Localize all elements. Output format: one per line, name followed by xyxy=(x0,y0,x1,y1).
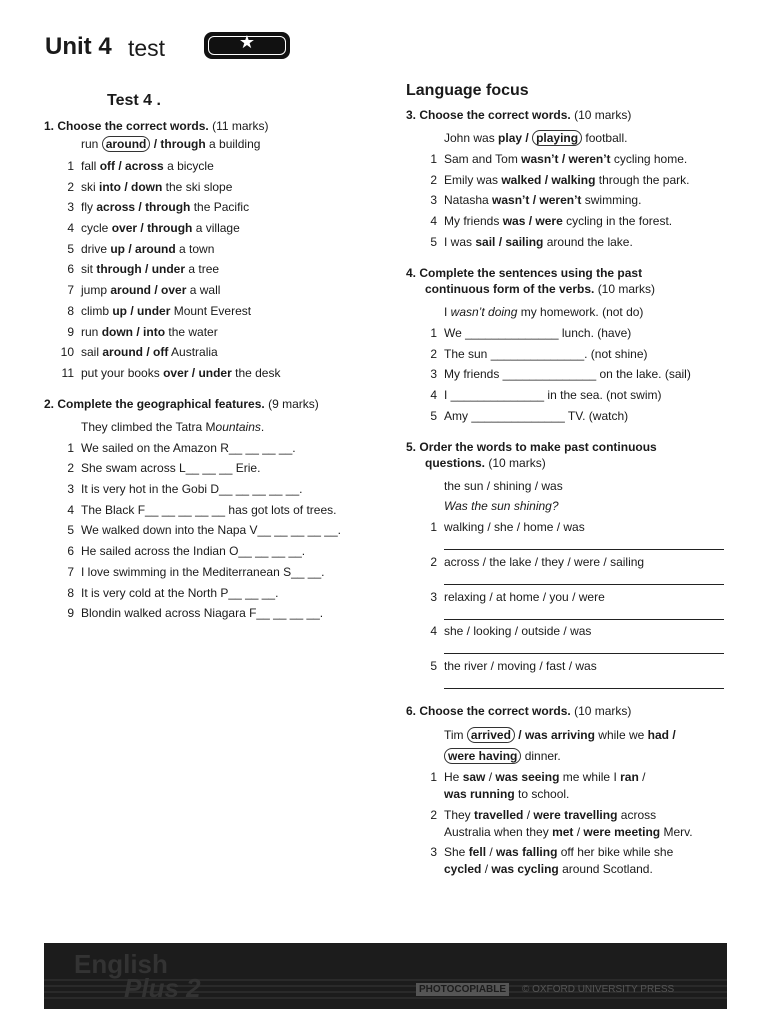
text-run: a building xyxy=(205,137,261,151)
option-b: across xyxy=(125,159,164,173)
text-run: was seeing xyxy=(495,770,560,784)
choice-item: climb up / under Mount Everest xyxy=(81,304,252,318)
text-run: put your books xyxy=(81,366,164,380)
option-b: under xyxy=(137,304,171,318)
text-run: / xyxy=(638,770,646,784)
option-a: off xyxy=(99,159,116,173)
answer-line xyxy=(444,584,724,585)
text-run: a village xyxy=(192,221,240,235)
item-number: 5 xyxy=(67,242,74,256)
tense-choice-line xyxy=(444,770,645,785)
section-2-example xyxy=(81,420,264,435)
section-5-example-prompt: the sun / shining / was xyxy=(444,479,563,493)
gap-fill-item: We walked down into the Napa V__ __ __ __ __. xyxy=(81,523,341,537)
item-number: 1 xyxy=(430,326,437,340)
footer-logo-plus: Plus 2 xyxy=(124,973,201,1003)
option-b: weren’t xyxy=(539,193,582,207)
item-number: 5 xyxy=(430,659,437,673)
option-b: sailing xyxy=(505,235,544,249)
gap-fill-item: I love swimming in the Mediterranean S__ __. xyxy=(81,565,325,579)
text-run: was falling xyxy=(496,845,558,859)
word-order-item: she / looking / outside / was xyxy=(444,624,592,638)
section-6-example-line2 xyxy=(444,749,561,764)
item-number: 8 xyxy=(67,304,74,318)
item-number: 2 xyxy=(430,347,437,361)
text-run: He xyxy=(444,770,463,784)
choice-item: sail around / off Australia xyxy=(81,345,218,359)
choice-item: My friends was / were cycling in the forest. xyxy=(444,214,673,228)
text-run: a wall xyxy=(186,283,221,297)
text-run: met xyxy=(552,825,574,839)
verb-gap-item: Amy ______________ TV. (watch) xyxy=(444,409,629,423)
gap-fill-item: We sailed on the Amazon R__ __ __ __. xyxy=(81,441,296,455)
section-title: Complete the geographical features. xyxy=(57,397,265,411)
text-run: was arriving xyxy=(524,728,595,742)
text-run: to school. xyxy=(514,787,570,801)
option-b: under xyxy=(198,366,232,380)
text-run: Australia when they xyxy=(444,825,553,839)
text-run: I was xyxy=(444,235,476,249)
choice-item: put your books over / under the desk xyxy=(81,366,281,380)
circled-answer: were having xyxy=(444,748,521,764)
choice-item: drive up / around a town xyxy=(81,242,215,256)
text-run: through the park. xyxy=(595,173,690,187)
tense-choice-line xyxy=(444,787,569,802)
item-number: 4 xyxy=(430,624,437,638)
section-3-heading xyxy=(406,108,631,123)
text-run: were travelling xyxy=(533,808,618,822)
gap-fill-item: She swam across L__ __ __ Erie. xyxy=(81,461,261,475)
section-3-example xyxy=(444,131,627,146)
option-b: through xyxy=(147,221,193,235)
item-number: 6 xyxy=(67,544,74,558)
word-order-item: across / the lake / they / were / sailing xyxy=(444,555,645,569)
section-2-heading xyxy=(44,397,319,412)
tense-choice-line xyxy=(444,845,673,860)
choice-item: fly across / through the Pacific xyxy=(81,200,250,214)
text-run: They climbed the Tatra M xyxy=(81,420,216,434)
gap-fill-item: He sailed across the Indian O__ __ __ __. xyxy=(81,544,306,558)
item-number: 2 xyxy=(430,173,437,187)
section-marks: (10 marks) xyxy=(597,282,656,296)
choice-item: cycle over / through a village xyxy=(81,221,240,235)
verb-gap-item: My friends ______________ on the lake. (sail) xyxy=(444,367,691,381)
section-6-heading xyxy=(406,704,631,719)
text-run: / xyxy=(522,131,533,145)
item-number: 2 xyxy=(67,180,74,194)
text-run: was running xyxy=(444,787,515,801)
option-b: down xyxy=(131,180,163,194)
text-run: through xyxy=(160,137,206,151)
section-title: Order the words to make past continuous xyxy=(419,440,657,454)
option-a: around xyxy=(110,283,152,297)
section-number: 3. xyxy=(406,108,417,122)
test-heading: Test 4 . xyxy=(107,92,161,109)
language-focus-heading: Language focus xyxy=(406,82,529,99)
item-number: 1 xyxy=(67,441,74,455)
text-run: My friends xyxy=(444,214,503,228)
answer-line xyxy=(444,549,724,550)
option-a: around xyxy=(102,345,144,359)
section-marks: (9 marks) xyxy=(268,397,319,411)
text-run: swimming. xyxy=(581,193,642,207)
section-5-heading xyxy=(406,440,657,455)
footer-banner xyxy=(44,943,727,1009)
answer-line xyxy=(444,653,724,654)
section-number: 6. xyxy=(406,704,417,718)
item-number: 1 xyxy=(430,770,437,784)
text-run: / xyxy=(669,728,676,742)
section-6-example-line1 xyxy=(444,728,676,743)
text-run: football. xyxy=(582,131,628,145)
section-4-example xyxy=(444,305,643,320)
item-number: 4 xyxy=(67,503,74,517)
text-run: run xyxy=(81,137,102,151)
tense-choice-line xyxy=(444,825,693,840)
text-run: fly xyxy=(81,200,97,214)
text-run: She xyxy=(444,845,469,859)
text-run: a tree xyxy=(185,262,220,276)
text-run: while we xyxy=(594,728,648,742)
item-number: 3 xyxy=(67,200,74,214)
text-run: play xyxy=(498,131,523,145)
text-run: across xyxy=(617,808,657,822)
item-number: 10 xyxy=(60,345,74,359)
text-run: the ski slope xyxy=(162,180,233,194)
item-number: 3 xyxy=(430,845,437,859)
section-4-heading-line2 xyxy=(425,282,655,297)
item-number: 8 xyxy=(67,586,74,600)
item-number: 4 xyxy=(67,221,74,235)
footer-logo-english: English xyxy=(74,949,168,979)
option-a: into xyxy=(99,180,121,194)
option-a: up xyxy=(110,242,126,256)
text-run: I xyxy=(444,305,451,319)
item-number: 9 xyxy=(67,606,74,620)
text-run: me while I xyxy=(559,770,621,784)
text-run: a town xyxy=(175,242,215,256)
choice-item: I was sail / sailing around the lake. xyxy=(444,235,633,249)
item-number: 6 xyxy=(67,262,74,276)
option-b: off xyxy=(153,345,169,359)
publisher-label: © OXFORD UNIVERSITY PRESS xyxy=(522,984,675,995)
text-run: / xyxy=(573,825,584,839)
text-run: Emily was xyxy=(444,173,502,187)
choice-item: jump around / over a wall xyxy=(81,283,221,297)
text-run: Mount Everest xyxy=(170,304,252,318)
option-a: over xyxy=(111,221,138,235)
text-run: cycle xyxy=(81,221,112,235)
option-b: around xyxy=(135,242,176,256)
answer-line xyxy=(444,619,724,620)
option-a: across xyxy=(96,200,136,214)
option-a: wasn’t xyxy=(521,152,559,166)
section-title: Complete the sentences using the past xyxy=(419,266,643,280)
section-number: 1. xyxy=(44,119,55,133)
circled-answer: around xyxy=(102,136,151,152)
item-number: 4 xyxy=(430,214,437,228)
text-run: cycling in the forest. xyxy=(562,214,673,228)
text-run: Merv. xyxy=(660,825,693,839)
item-number: 4 xyxy=(430,388,437,402)
word-order-item: walking / she / home / was xyxy=(444,520,585,534)
text-run: fall xyxy=(81,159,100,173)
item-number: 2 xyxy=(430,808,437,822)
text-run: / xyxy=(485,770,496,784)
item-number: 2 xyxy=(67,461,74,475)
section-title: Choose the correct words. xyxy=(419,108,571,122)
circled-answer: arrived xyxy=(467,727,515,743)
choice-item: fall off / across a bicycle xyxy=(81,159,214,173)
item-number: 3 xyxy=(430,193,437,207)
option-b: through xyxy=(145,200,191,214)
text-run: my homework. (not do) xyxy=(517,305,644,319)
text-run: off her bike while she xyxy=(557,845,674,859)
option-a: walked xyxy=(501,173,542,187)
answer-line xyxy=(444,688,724,689)
star-icon: ★ xyxy=(238,32,256,52)
text-run: a bicycle xyxy=(163,159,214,173)
section-number: 2. xyxy=(44,397,55,411)
text-run: Australia xyxy=(168,345,218,359)
option-b: under xyxy=(151,262,186,276)
star-badge xyxy=(204,32,290,59)
section-title: continuous form of the verbs. xyxy=(425,282,595,296)
text-run: were meeting xyxy=(583,825,661,839)
text-run: / xyxy=(514,728,525,742)
text-run: jump xyxy=(81,283,111,297)
example-answer: wasn’t doing xyxy=(450,305,518,319)
text-run: saw xyxy=(462,770,486,784)
section-marks: (11 marks) xyxy=(212,119,269,133)
section-marks: (10 marks) xyxy=(488,456,546,470)
tense-choice-line xyxy=(444,862,653,877)
choice-item: Emily was walked / walking through the park. xyxy=(444,173,690,187)
item-number: 2 xyxy=(430,555,437,569)
option-b: were xyxy=(535,214,563,228)
item-number: 3 xyxy=(67,482,74,496)
text-run: the desk xyxy=(231,366,281,380)
gap-fill-item: It is very hot in the Gobi D__ __ __ __ __. xyxy=(81,482,303,496)
choice-item: Sam and Tom wasn’t / weren’t cycling home. xyxy=(444,152,688,166)
text-run: ran xyxy=(620,770,639,784)
section-number: 5. xyxy=(406,440,417,454)
option-a: was xyxy=(502,214,526,228)
choice-item: run down / into the water xyxy=(81,325,218,339)
option-a: through xyxy=(96,262,142,276)
item-number: 1 xyxy=(430,152,437,166)
text-run: fell xyxy=(468,845,487,859)
item-number: 1 xyxy=(67,159,74,173)
item-number: 5 xyxy=(430,409,437,423)
text-run: around Scotland. xyxy=(558,862,653,876)
text-run: John was xyxy=(444,131,499,145)
text-run: Sam and Tom xyxy=(444,152,522,166)
section-marks: (10 marks) xyxy=(574,704,632,718)
text-run: sit xyxy=(81,262,97,276)
item-number: 1 xyxy=(430,520,437,534)
item-number: 7 xyxy=(67,283,74,297)
gap-fill-item: It is very cold at the North P__ __ __. xyxy=(81,586,279,600)
text-run: run xyxy=(81,325,102,339)
unit-title: Unit 4 xyxy=(45,33,112,60)
gap-fill-item: Blondin walked across Niagara F__ __ __ __. xyxy=(81,606,324,620)
text-run: dinner. xyxy=(521,749,561,763)
tense-choice-line xyxy=(444,808,656,823)
text-run: / xyxy=(150,137,161,151)
choice-item: Natasha wasn’t / weren’t swimming. xyxy=(444,193,642,207)
text-run: / xyxy=(481,862,492,876)
example-answer: ountains xyxy=(215,420,261,434)
text-run: ski xyxy=(81,180,99,194)
item-number: 3 xyxy=(430,590,437,604)
text-run: cycled xyxy=(444,862,482,876)
test-label: test xyxy=(128,35,166,61)
option-a: sail xyxy=(475,235,496,249)
item-number: 5 xyxy=(430,235,437,249)
choice-item: ski into / down the ski slope xyxy=(81,180,233,194)
option-b: weren’t xyxy=(568,152,611,166)
text-run: sail xyxy=(81,345,103,359)
photocopiable-label: PHOTOCOPIABLE xyxy=(416,983,509,996)
option-a: wasn’t xyxy=(492,193,530,207)
section-5-heading-line2 xyxy=(425,456,546,471)
text-run: . xyxy=(260,420,265,434)
section-title: Choose the correct words. xyxy=(57,119,209,133)
text-run: They xyxy=(444,808,475,822)
verb-gap-item: I ______________ in the sea. (not swim) xyxy=(444,388,662,402)
section-1-heading xyxy=(44,119,269,134)
text-run: cycling home. xyxy=(610,152,688,166)
text-run: Tim xyxy=(444,728,467,742)
option-a: up xyxy=(112,304,128,318)
option-b: over xyxy=(161,283,187,297)
item-number: 9 xyxy=(67,325,74,339)
section-5-example-answer: Was the sun shining? xyxy=(444,499,559,513)
verb-gap-item: The sun ______________. (not shine) xyxy=(444,347,648,361)
section-number: 4. xyxy=(406,266,417,280)
option-a: down xyxy=(101,325,134,339)
item-number: 7 xyxy=(67,565,74,579)
gap-fill-item: The Black F__ __ __ __ __ has got lots of trees. xyxy=(81,503,337,517)
text-run: / xyxy=(523,808,534,822)
option-a: over xyxy=(163,366,189,380)
verb-gap-item: We ______________ lunch. (have) xyxy=(444,326,632,340)
item-number: 11 xyxy=(61,366,74,380)
text-run: around the lake. xyxy=(543,235,633,249)
text-run: Natasha xyxy=(444,193,493,207)
item-number: 3 xyxy=(430,367,437,381)
section-1-example xyxy=(81,137,260,152)
text-run: was cycling xyxy=(491,862,559,876)
text-run: drive xyxy=(81,242,111,256)
section-title: Choose the correct words. xyxy=(419,704,571,718)
section-4-heading xyxy=(406,266,642,281)
text-run: travelled xyxy=(474,808,524,822)
option-b: walking xyxy=(551,173,596,187)
section-title: questions. xyxy=(425,456,486,470)
text-run: / xyxy=(486,845,497,859)
section-marks: (10 marks) xyxy=(574,108,632,122)
circled-answer: playing xyxy=(532,130,582,146)
text-run: had xyxy=(647,728,669,742)
choice-item: sit through / under a tree xyxy=(81,262,220,276)
option-b: into xyxy=(143,325,166,339)
word-order-item: relaxing / at home / you / were xyxy=(444,590,605,604)
word-order-item: the river / moving / fast / was xyxy=(444,659,597,673)
text-run: climb xyxy=(81,304,113,318)
text-run: the Pacific xyxy=(190,200,250,214)
text-run: the water xyxy=(165,325,218,339)
item-number: 5 xyxy=(67,523,74,537)
